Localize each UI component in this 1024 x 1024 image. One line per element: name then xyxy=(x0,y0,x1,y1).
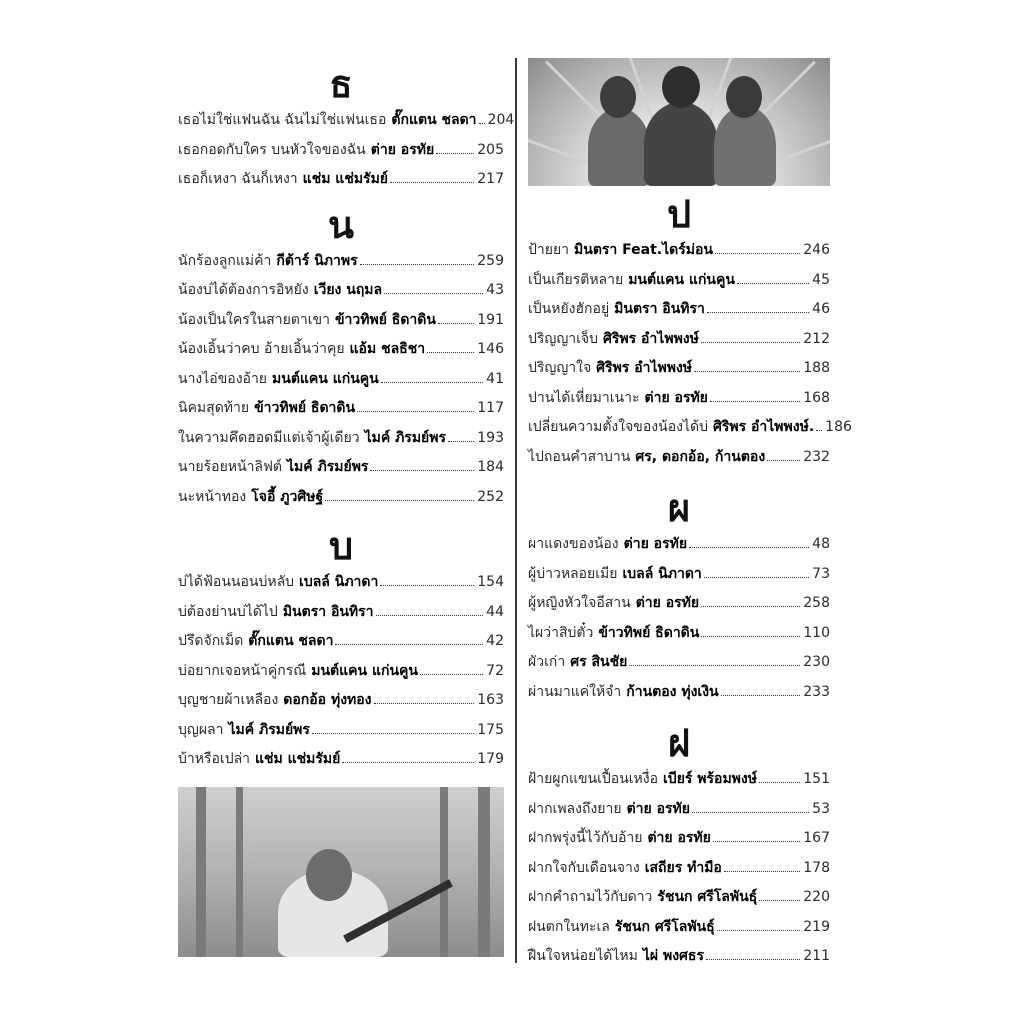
artist-name: ก้านตอง ทุ่งเงิน xyxy=(626,683,719,700)
song-entry xyxy=(528,530,830,560)
page-number: 44 xyxy=(486,603,504,620)
leader-dots xyxy=(420,674,483,675)
page-number: 46 xyxy=(812,301,830,317)
song-title: น้องบ่ได้ต้องการอิหยัง xyxy=(178,282,309,298)
artist-name: ศิริพร อำไพพงษ์ xyxy=(603,330,699,347)
section-letter: น xyxy=(328,201,354,247)
song-entry xyxy=(528,354,830,384)
song-title: นิคมสุดท้าย xyxy=(178,400,250,416)
song-title: ไผว่าสิบ่ตั๋ว xyxy=(528,624,594,641)
page-number: 117 xyxy=(477,400,504,416)
artist-photo-guitarist xyxy=(178,787,504,957)
song-entry xyxy=(528,443,830,473)
page-number: 151 xyxy=(803,771,830,787)
song-entry xyxy=(178,247,504,277)
section-letter: ฝ xyxy=(667,720,691,765)
right-column xyxy=(528,58,852,972)
song-entry xyxy=(178,306,504,336)
song-entry xyxy=(178,453,504,483)
artist-name: มินตรา อินทิรา xyxy=(614,301,705,317)
leader-dots xyxy=(701,606,800,607)
leader-dots xyxy=(448,441,474,442)
song-title: นักร้องลูกแม่ค้า xyxy=(178,252,272,269)
artist-name: เบียร์ พร้อมพงษ์ xyxy=(663,771,757,787)
section-fo xyxy=(528,721,830,972)
song-entry xyxy=(528,266,830,296)
section-po xyxy=(528,191,852,472)
leader-dots xyxy=(376,615,484,616)
leader-dots xyxy=(374,703,475,704)
artist-name: ไมค์ ภิรมย์พร xyxy=(287,459,369,475)
page-number: 252 xyxy=(477,488,504,505)
song-entry xyxy=(528,913,830,943)
leader-dots xyxy=(759,900,800,901)
song-title: ป้ายยา xyxy=(528,242,570,258)
section-letter: บ xyxy=(328,523,354,568)
leader-dots xyxy=(715,253,800,254)
artist-name: เบลล์ นิภาดา xyxy=(622,565,702,582)
page-number: 188 xyxy=(803,360,830,376)
section-tho xyxy=(178,61,515,195)
artist-name: ต่าย อรทัย xyxy=(370,141,435,158)
person-head xyxy=(600,76,636,118)
person-head xyxy=(726,76,762,118)
song-entry xyxy=(528,883,830,913)
song-title: ปรึดจักเม็ด xyxy=(178,633,244,649)
leader-dots xyxy=(707,312,809,313)
section-letter: ธ xyxy=(329,61,353,106)
leader-dots xyxy=(816,430,822,431)
song-entry xyxy=(178,335,504,365)
leader-dots xyxy=(724,871,800,872)
artist-name: ดอกอ้อ ทุ่งทอง xyxy=(283,692,372,708)
tree-trunk xyxy=(440,787,448,957)
song-entry xyxy=(528,765,830,795)
page-number: 191 xyxy=(477,311,504,328)
artist-name: ไผ่ พงศธร xyxy=(642,948,704,964)
song-title: ผาแดงของน้อง xyxy=(528,536,619,552)
leader-dots xyxy=(713,841,800,842)
song-title: ผ่านมาแค่ให้จำ xyxy=(528,683,622,700)
page-number: 167 xyxy=(803,830,830,846)
leader-dots xyxy=(710,401,800,402)
leader-dots xyxy=(694,371,800,372)
song-entry xyxy=(178,568,504,598)
artist-name: แช่ม แช่มรัมย์ xyxy=(302,171,389,187)
person-figure xyxy=(644,102,718,186)
artist-name: แช่ม แช่มรัมย์ xyxy=(255,751,341,767)
leader-dots xyxy=(737,283,809,284)
artist-name: ตั๊กแตน ชลดา xyxy=(248,633,334,649)
song-entry xyxy=(178,627,504,657)
artist-name: ไมค์ ภิรมย์พร xyxy=(364,429,446,446)
song-title: ฝากเพลงถึงยาย xyxy=(528,800,622,817)
song-title: ผัวเก่า xyxy=(528,654,566,670)
page-number: 168 xyxy=(803,389,830,406)
artist-name: ข้าวทิพย์ ธิดาดิน xyxy=(334,311,436,328)
page-number: 48 xyxy=(812,536,830,552)
artist-name: มินตรา Feat.ไดร์ม่อน xyxy=(574,242,713,258)
section-pho xyxy=(528,486,830,707)
leader-dots xyxy=(759,782,800,783)
song-entry xyxy=(528,942,830,972)
page-number: 211 xyxy=(803,948,830,964)
song-entry xyxy=(178,365,504,395)
song-entry xyxy=(178,106,515,136)
song-title: เป็นหยังฮักอยู่ xyxy=(528,301,610,317)
leader-dots xyxy=(312,733,474,734)
artist-name: กีต้าร์ นิภาพร xyxy=(276,252,358,269)
song-entry xyxy=(528,560,830,590)
song-title: ในความคึดฮอดมีแต่เจ้าผู้เดียว xyxy=(178,429,360,446)
artist-name: เวียง นฤมล xyxy=(313,282,383,298)
leader-dots xyxy=(701,636,800,637)
page-number: 217 xyxy=(477,171,504,187)
leader-dots xyxy=(479,123,485,124)
leader-dots xyxy=(357,411,474,412)
column-divider xyxy=(515,58,517,963)
person-figure xyxy=(588,108,650,186)
tree-trunk xyxy=(236,787,243,957)
artist-name: มินตรา อินทิรา xyxy=(282,603,374,620)
song-entry xyxy=(178,165,504,195)
song-title: บ้าหรือเปล่า xyxy=(178,751,251,767)
leader-dots xyxy=(342,762,474,763)
section-no xyxy=(178,203,504,513)
song-entry xyxy=(178,276,504,306)
leader-dots xyxy=(721,695,801,696)
artist-name: ต่าย อรทัย xyxy=(626,800,690,817)
song-entry xyxy=(178,657,504,687)
leader-dots xyxy=(767,460,800,461)
tree-trunk xyxy=(478,787,490,957)
song-title: น้องเอิ้นว่าคบ อ้ายเอิ้นว่าคุย xyxy=(178,341,345,357)
artist-name: เบลล์ นิภาดา xyxy=(299,574,379,590)
left-column xyxy=(178,61,515,957)
artist-name: มนต์แคน แก่นคูน xyxy=(272,370,379,387)
song-entry xyxy=(178,483,504,513)
artist-name: ต่าย อรทัย xyxy=(644,389,708,406)
song-entry xyxy=(528,589,830,619)
song-title: เป็นเกียรติหลาย xyxy=(528,271,624,288)
page-number: 232 xyxy=(803,448,830,465)
artist-name: รัชนก ศรีโลพันธุ์ xyxy=(657,889,758,905)
song-entry xyxy=(528,795,830,825)
song-title: น้องเป็นใครในสายตาเขา xyxy=(178,311,330,328)
page-number: 230 xyxy=(803,654,830,670)
song-title: ปานได้เหี่ยมาเนาะ xyxy=(528,389,640,406)
song-title: ฝากพรุ่งนี้ไว้กับอ้าย xyxy=(528,830,643,846)
leader-dots xyxy=(701,342,800,343)
page-number: 163 xyxy=(477,692,504,708)
song-entry xyxy=(528,854,830,884)
page-number: 212 xyxy=(803,330,830,347)
artist-name: ข้าวทิพย์ ธิดาดิน xyxy=(254,400,356,416)
artist-name: แอ้ม ชลธิชา xyxy=(349,341,426,357)
tree-trunk xyxy=(196,787,206,957)
song-title: ไปถอนคำสาบาน xyxy=(528,448,631,465)
song-title: บุญชายผ้าเหลือง xyxy=(178,692,279,708)
song-title: ฝากใจกับเดือนจาง xyxy=(528,859,640,876)
page-number: 41 xyxy=(486,370,504,387)
song-entry xyxy=(528,413,852,443)
leader-dots xyxy=(689,547,809,548)
leader-dots xyxy=(390,182,474,183)
artist-name: มนต์แคน แก่นคูน xyxy=(628,271,735,288)
song-entry xyxy=(528,325,830,355)
song-entry xyxy=(528,824,830,854)
page-number: 179 xyxy=(477,751,504,767)
page-number: 246 xyxy=(803,242,830,258)
leader-dots xyxy=(692,812,809,813)
leader-dots xyxy=(384,293,483,294)
song-title: นะหน้าทอง xyxy=(178,488,247,505)
song-entry xyxy=(178,686,504,716)
song-entry xyxy=(178,745,504,775)
leader-dots xyxy=(381,382,483,383)
song-entry xyxy=(178,136,504,166)
leader-dots xyxy=(380,585,474,586)
artist-name: ต่าย อรทัย xyxy=(647,830,711,846)
song-title: บุญผลา xyxy=(178,721,224,738)
person-head xyxy=(662,66,700,108)
artist-name: ศิริพร อำไพพงษ์. xyxy=(712,419,815,435)
song-entry xyxy=(528,295,830,325)
leader-dots xyxy=(629,665,800,666)
artist-name: รัชนก ศรีโลพันธุ์ xyxy=(614,918,715,935)
leader-dots xyxy=(717,930,801,931)
song-title: เธอกอดกับใคร บนหัวใจของฉัน xyxy=(178,141,366,158)
artist-photo-trio xyxy=(528,58,830,186)
leader-dots xyxy=(438,323,474,324)
song-title: ผู้บ่าวหลอยเมีย xyxy=(528,565,618,582)
artist-name: เสถียร ทำมือ xyxy=(644,859,722,876)
artist-name: ศร สินชัย xyxy=(570,654,628,670)
artist-name: ข้าวทิพย์ ธิดาดิน xyxy=(598,624,700,641)
page-number: 186 xyxy=(825,419,852,435)
page-number: 178 xyxy=(803,859,830,876)
song-title: ปริญญาเจ็บ xyxy=(528,330,598,347)
page-number: 53 xyxy=(812,800,830,817)
leader-dots xyxy=(335,644,483,645)
page-number: 258 xyxy=(803,595,830,611)
page-number: 259 xyxy=(477,252,504,269)
song-entry xyxy=(528,619,830,649)
artist-name: ไมค์ ภิรมย์พร xyxy=(228,721,310,738)
page-number: 110 xyxy=(803,624,830,641)
song-title: เธอก็เหงา ฉันก็เหงา xyxy=(178,171,298,187)
leader-dots xyxy=(706,959,800,960)
song-title: นายร้อยหน้าลิฟต์ xyxy=(178,459,283,475)
artist-name: ต่าย อรทัย xyxy=(635,595,700,611)
song-title: บ่อยากเจอหน้าคู่กรณี xyxy=(178,662,307,679)
song-entry xyxy=(178,424,504,454)
page-number: 220 xyxy=(803,889,830,905)
song-entry xyxy=(178,598,504,628)
song-entry xyxy=(528,648,830,678)
leader-dots xyxy=(370,470,474,471)
page-number: 72 xyxy=(486,662,504,679)
section-bo xyxy=(178,524,504,775)
artist-name: ตั๊กแตน ชลดา xyxy=(391,112,477,128)
page-number: 73 xyxy=(812,565,830,582)
song-entry xyxy=(178,716,504,746)
song-entry xyxy=(528,678,830,708)
song-title: ฝากคำถามไว้กับดาว xyxy=(528,889,653,905)
artist-name: มนต์แคน แก่นคูน xyxy=(311,662,418,679)
page-number: 154 xyxy=(477,574,504,590)
artist-name: ต่าย อรทัย xyxy=(623,536,688,552)
page-number: 43 xyxy=(486,282,504,298)
page-number: 42 xyxy=(486,633,504,649)
person-head xyxy=(306,849,352,901)
song-title: ฝืนใจหน่อยได้ไหม xyxy=(528,948,638,964)
page-number: 205 xyxy=(477,141,504,158)
song-title: บ่ได้ฟ้อนนอนบ่หลับ xyxy=(178,574,295,590)
song-entry xyxy=(528,236,830,266)
page-number: 146 xyxy=(477,341,504,357)
leader-dots xyxy=(704,577,809,578)
artist-name: โจอี้ ภูวศิษฐ์ xyxy=(251,488,324,505)
song-entry xyxy=(178,394,504,424)
song-title: เธอไม่ใช่แฟนฉัน ฉันไม่ใช่แฟนเธอ xyxy=(178,112,387,128)
page-number: 45 xyxy=(812,271,830,288)
section-letter: ป xyxy=(666,191,692,236)
song-title: นางไอ่ของอ้าย xyxy=(178,370,268,387)
section-letter: ผ xyxy=(667,485,691,530)
page-number: 219 xyxy=(803,918,830,935)
song-title: ปริญญาใจ xyxy=(528,360,592,376)
page-number: 204 xyxy=(487,112,515,128)
page-number: 233 xyxy=(803,683,830,700)
song-entry xyxy=(528,384,830,414)
leader-dots xyxy=(325,500,474,501)
page-number: 193 xyxy=(477,429,504,446)
person-figure xyxy=(714,106,776,186)
song-title: บ่ต้องย่านบ่ได้ไป xyxy=(178,603,278,620)
song-title: ฝ้ายผูกแขนเปื้อนเหงื่อ xyxy=(528,771,659,787)
leader-dots xyxy=(360,264,475,265)
leader-dots xyxy=(436,153,474,154)
artist-name: ศิริพร อำไพพงษ์ xyxy=(596,360,693,376)
song-title: เปลี่ยนความตั้งใจของน้องได้บ่ xyxy=(528,419,708,435)
song-title: ฝนตกในทะเล xyxy=(528,918,610,935)
artist-name: ศร, ดอกอ้อ, ก้านตอง xyxy=(635,448,766,465)
page-number: 175 xyxy=(477,721,504,738)
page-number: 184 xyxy=(477,459,504,475)
song-title: ผู้หญิงหัวใจอีสาน xyxy=(528,595,631,611)
leader-dots xyxy=(427,352,474,353)
